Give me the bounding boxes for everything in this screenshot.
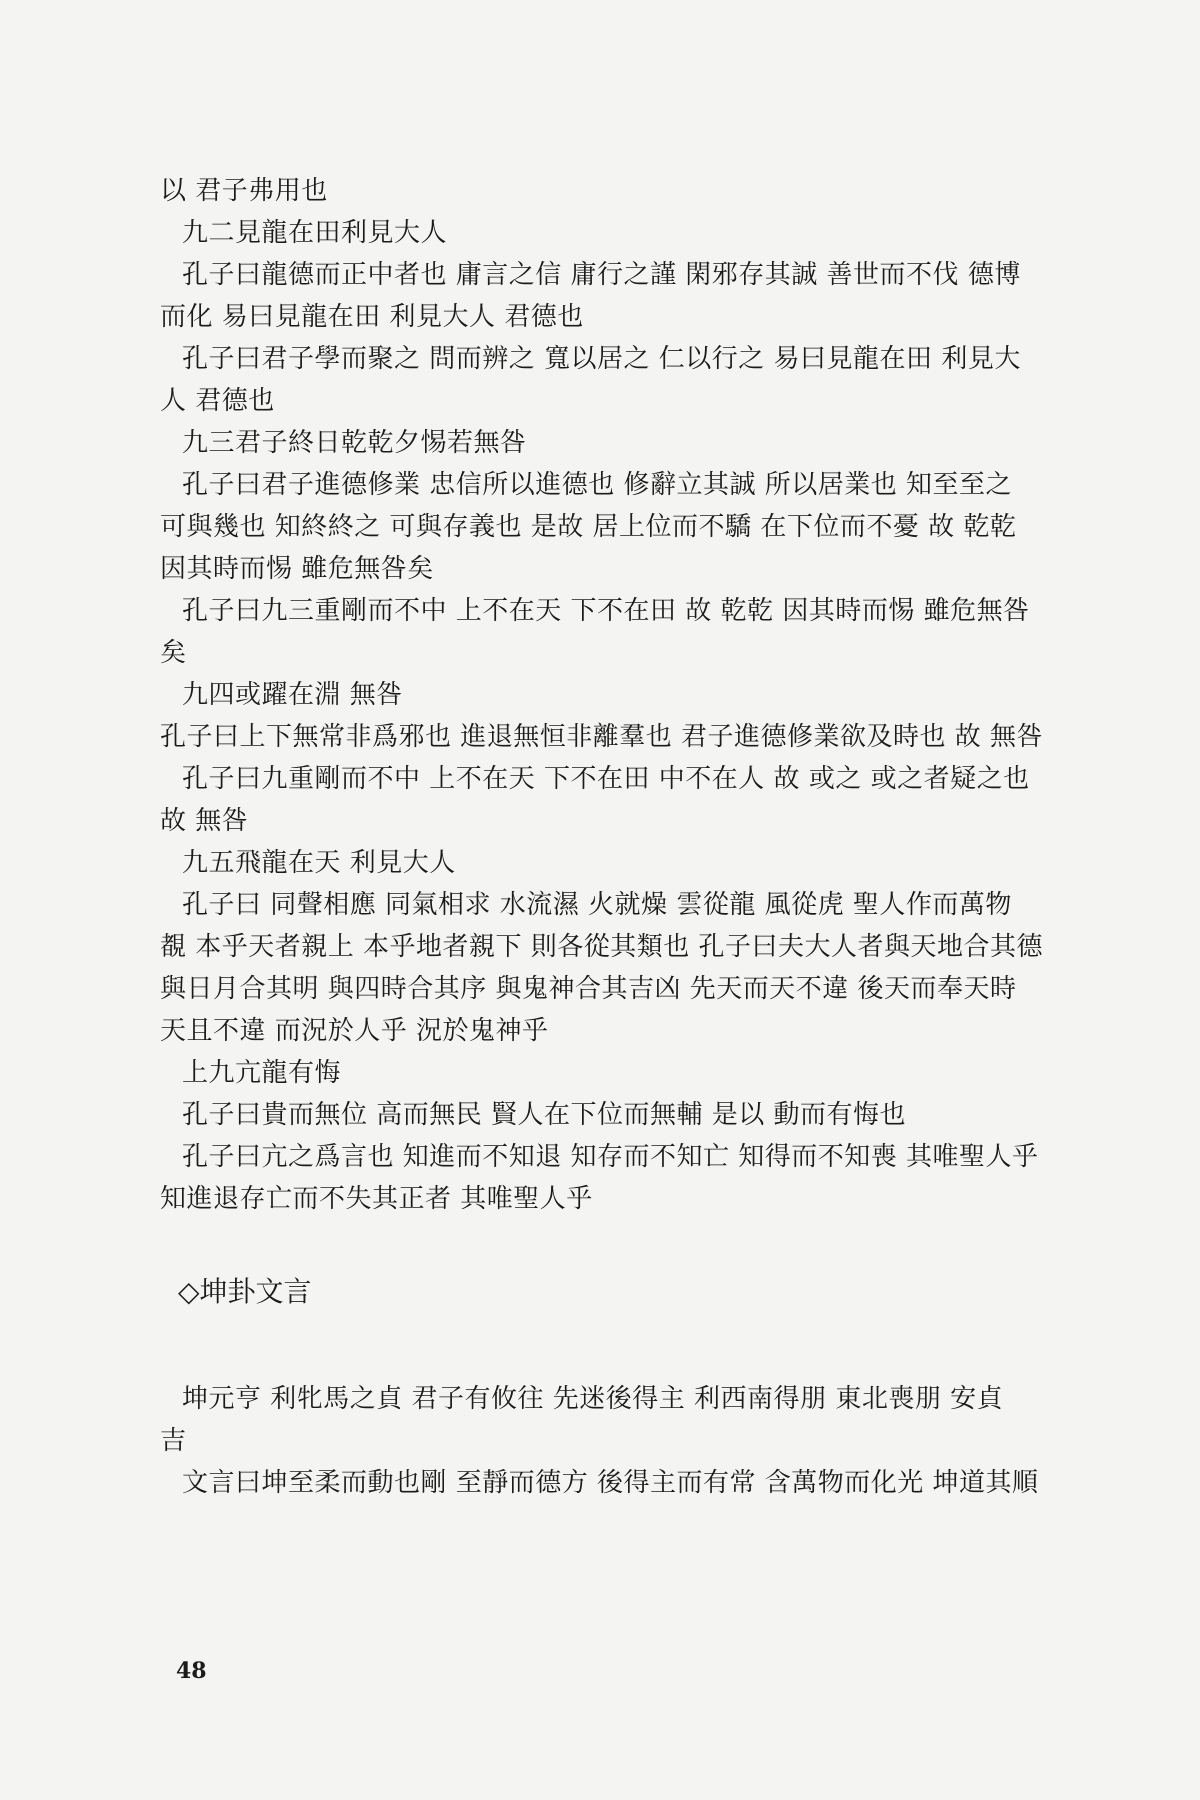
text-line: 天且不違 而況於人乎 況於鬼神乎 (160, 1016, 549, 1046)
text-line: 人 君德也 (160, 386, 275, 416)
text-line: 孔子曰龍德而正中者也 庸言之信 庸行之謹 閑邪存其誠 善世而不伐 德博 (182, 260, 1021, 290)
text-line: 孔子曰九重剛而不中 上不在天 下不在田 中不在人 故 或之 或之者疑之也 (182, 764, 1030, 794)
text-line: 九五飛龍在天 利見大人 (182, 848, 456, 878)
text-line: 矣 (160, 638, 187, 668)
text-line: 孔子曰亢之爲言也 知進而不知退 知存而不知亡 知得而不知喪 其唯聖人乎 (182, 1142, 1039, 1172)
text-line: 孔子曰上下無常非爲邪也 進退無恒非離羣也 君子進德修業欲及時也 故 無咎 (160, 722, 1044, 752)
text-line: 因其時而惕 雖危無咎矣 (160, 554, 434, 584)
section-heading: ◇坤卦文言 (178, 1275, 312, 1308)
text-line: 與日月合其明 與四時合其序 與鬼神合其吉凶 先天而天不違 後天而奉天時 (160, 974, 1017, 1004)
text-line: 孔子曰九三重剛而不中 上不在天 下不在田 故 乾乾 因其時而惕 雖危無咎 (182, 596, 1030, 626)
text-line: 文言曰坤至柔而動也剛 至靜而德方 後得主而有常 含萬物而化光 坤道其順 (182, 1468, 1039, 1498)
text-line: 以 君子弗用也 (160, 176, 328, 206)
text-line: 覩 本乎天者親上 本乎地者親下 則各從其類也 孔子曰夫大人者與天地合其德 (160, 932, 1044, 962)
page-number: 48 (176, 1658, 207, 1684)
text-line: 而化 易曰見龍在田 利見大人 君德也 (160, 302, 584, 332)
text-line: 坤元亨 利牝馬之貞 君子有攸往 先迷後得主 利西南得朋 東北喪朋 安貞 (182, 1384, 1004, 1414)
text-line: 九四或躍在淵 無咎 (182, 680, 403, 710)
text-line: 九二見龍在田利見大人 (182, 218, 448, 248)
text-line: 孔子曰君子進德修業 忠信所以進德也 修辭立其誠 所以居業也 知至至之 (182, 470, 1013, 500)
text-line: 知進退存亡而不失其正者 其唯聖人乎 (160, 1184, 593, 1214)
text-line: 孔子曰 同聲相應 同氣相求 水流濕 火就燥 雲從龍 風從虎 聖人作而萬物 (182, 890, 1012, 920)
text-line: 孔子曰貴而無位 高而無民 賢人在下位而無輔 是以 動而有悔也 (182, 1100, 907, 1130)
text-line: 故 無咎 (160, 806, 249, 836)
text-line: 孔子曰君子學而聚之 問而辨之 寬以居之 仁以行之 易曰見龍在田 利見大 (182, 344, 1021, 374)
text-line: 吉 (160, 1426, 187, 1456)
text-line: 上九亢龍有悔 (182, 1058, 342, 1088)
text-line: 可與幾也 知終終之 可與存義也 是故 居上位而不驕 在下位而不憂 故 乾乾 (160, 512, 1017, 542)
text-line: 九三君子終日乾乾夕惕若無咎 (182, 428, 527, 458)
